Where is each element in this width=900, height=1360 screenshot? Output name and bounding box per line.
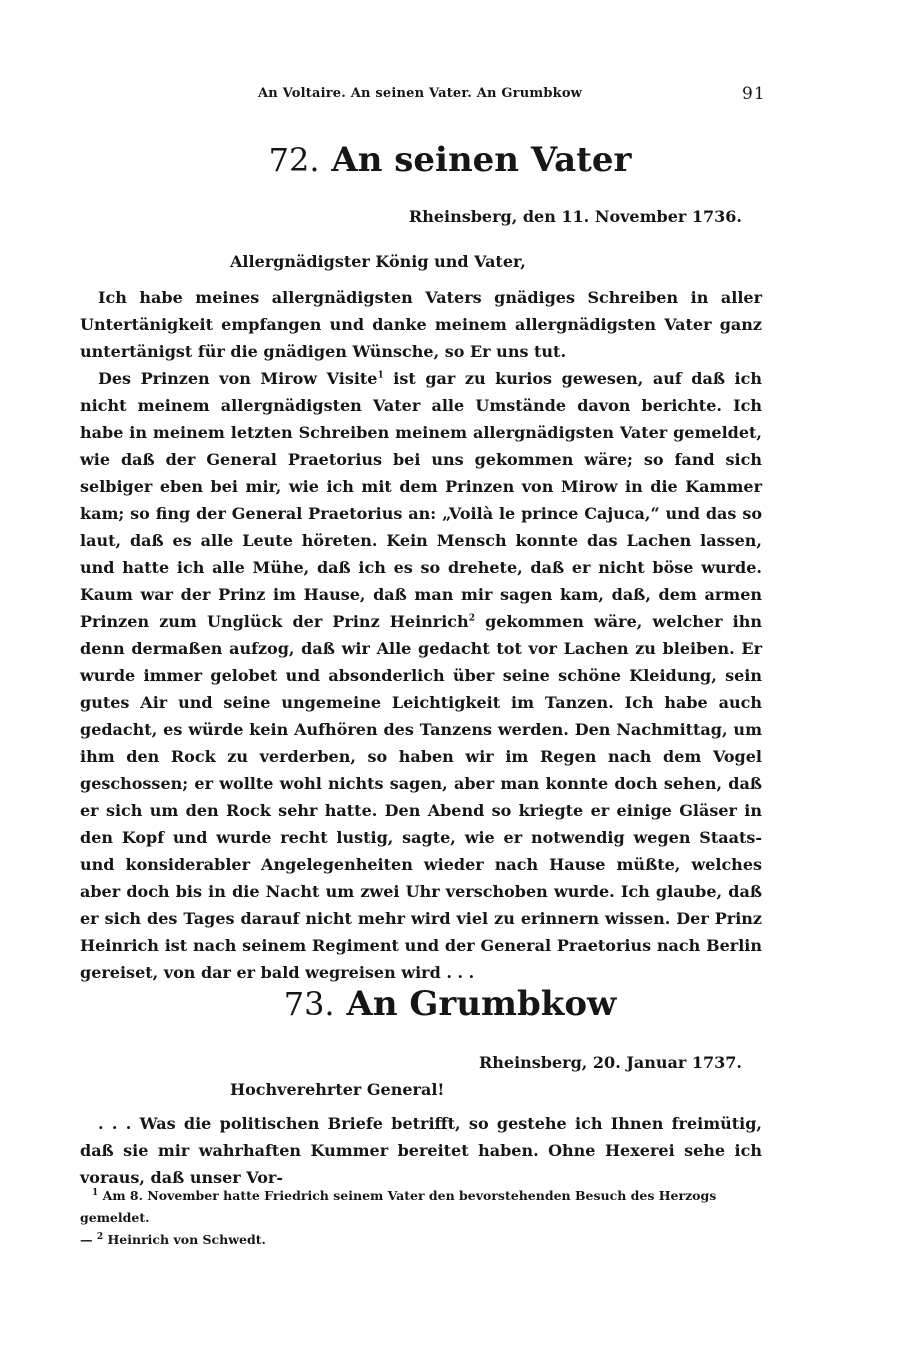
running-head: An Voltaire. An seinen Vater. An Grumbkow: [258, 86, 583, 101]
letter-73-heading: [0, 984, 900, 1024]
letter-72-paragraph-2-part-c: gekommen wäre, welcher ihn denn dermaßen aufzog, daß wir Alle gedacht tot vor Lachen zu bleiben. Er wurde immer gelobet und absonderlich über seine schöne Kleidung, sein gutes Air und seine ungemeine Leichtigkeit im Tanzen. Ich habe auch gedacht, es würde kein Aufhören des Tanzens werden. Den Nachmittag, um ihm den Rock zu verderben, so haben wir im Regen nach dem Vogel geschossen; er wollte wohl nichts sagen, aber man konnte doch sehen, daß er sich um den Rock sehr hatte. Den Abend so kriegte er einige Gläser in den Kopf und wurde recht lustig, sagte, wie er notwendig wegen Staats- und konsiderabler Angelegenheiten wieder nach Hause müßte, welches aber doch bis in die Nacht um zwei Uhr verschoben wurde. Ich glaube, daß er sich des Tages darauf nicht mehr wird viel zu erinnern wissen. Der Prinz Heinrich ist nach seinem Regiment und der General Praetorius nach Berlin gereiset, von dar er bald wegreisen wird . . .: [80, 612, 762, 982]
letter-72-paragraph-2-part-b: ist gar zu kurios gewesen, auf daß ich nicht meinem allergnädigsten Vater alle Umstände davon berichte. Ich habe in meinem letzten Schreiben meinem allergnädigsten Vater gemeldet, wie daß der General Praetorius bei uns gekommen wäre; so fand sich selbiger eben bei mir, wie ich mit dem Prinzen von Mirow in die Kammer kam; so fing der General Praetorius an: „Voilà le prince Cajuca,“ und das so laut, daß es alle Leute höreten. Kein Mensch konnte das Lachen lassen, und hatte ich alle Mühe, daß ich es so drehete, daß er nicht böse wurde. Kaum war der Prinz im Hause, daß man mir sagen kam, daß, dem armen Prinzen zum Unglück der Prinz Heinrich: [80, 369, 763, 631]
footnote-ref-2: 2: [468, 613, 475, 624]
letter-73-dateline: Rheinsberg, 20. Januar 1737.: [478, 1053, 742, 1072]
letter-72-body: [80, 284, 762, 986]
letter-72-paragraph-1: Ich habe meines allergnädigsten Vaters gnädiges Schreiben in aller Untertänigkeit empfangen und danke meinem allergnädigsten Vater ganz untertänigst für die gnädigen Wünsche, so Er uns tut.: [80, 288, 762, 361]
footnotes: [80, 1185, 762, 1251]
footnote-2: [80, 1229, 762, 1251]
letter-72-paragraph-2: [80, 365, 762, 986]
letter-72-title: An seinen Vater: [331, 140, 632, 180]
letter-73-number: 73.: [283, 985, 335, 1023]
footnote-2-dash: —: [80, 1232, 97, 1247]
letter-73-paragraph-1: . . . Was die politischen Briefe betrifft, so gestehe ich Ihnen freimütig, daß sie mir wahrhaften Kummer bereitet haben. Ohne Hexerei sehe ich voraus, daß unser Vor-: [80, 1114, 762, 1187]
letter-73-title: An Grumbkow: [346, 984, 617, 1024]
footnote-1-text: Am 8. November hatte Friedrich seinem Vater den bevorstehenden Besuch des Herzogs gemeldet.: [80, 1188, 717, 1225]
letter-73-body: [80, 1110, 762, 1191]
footnote-2-text: Heinrich von Schwedt.: [107, 1232, 266, 1247]
footnote-1-mark: 1: [92, 1187, 99, 1198]
footnote-2-mark: 2: [96, 1231, 104, 1242]
letter-72-salutation: Allergnädigster König und Vater,: [230, 252, 526, 271]
letter-72-dateline: Rheinsberg, den 11. November 1736.: [408, 207, 742, 226]
letter-73-salutation: Hochverehrter General!: [230, 1080, 445, 1099]
letter-72-heading: [0, 140, 900, 180]
page-number: 91: [742, 84, 766, 104]
footnote-ref-1: 1: [377, 370, 384, 381]
letter-72-paragraph-2-part-a: Des Prinzen von Mirow Visite: [98, 369, 378, 388]
footnote-1: [80, 1185, 762, 1229]
letter-72-number: 72.: [268, 141, 320, 179]
